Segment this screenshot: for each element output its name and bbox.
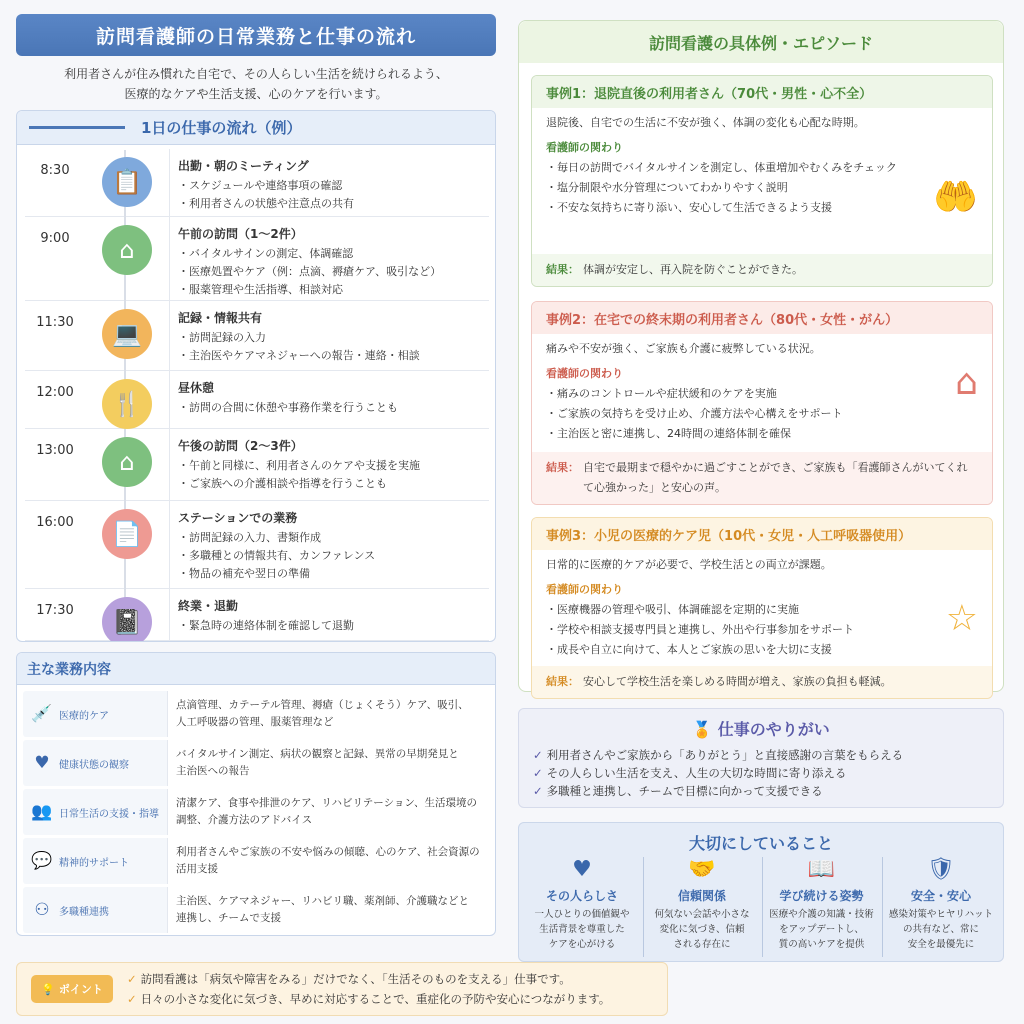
- reward-text: 利用者さんやご家族から「ありがとう」と直接感謝の言葉をもらえる: [546, 748, 904, 762]
- daily-flow-panel: [16, 110, 496, 642]
- values-panel: [518, 822, 1004, 962]
- values-title: 大切にしていること: [688, 834, 833, 853]
- badge-icon: 🏅: [692, 720, 713, 739]
- case-item: ・医療機器の管理や吸引、体調確認を定期的に実施: [546, 603, 799, 616]
- daily-flow-header: [17, 111, 495, 145]
- value-desc-line: 一人ひとりの価値観や: [534, 909, 630, 920]
- case-item: ・学校や相談支援専門員と連携し、外出や行事参加をサポート: [546, 623, 854, 636]
- check-icon: ✓: [533, 748, 543, 762]
- flow-step-title: 終業・退勤: [178, 599, 239, 613]
- duty-desc-line: 調整、介護方法のアドバイス: [176, 814, 313, 826]
- value-desc-line: 医療や介護の知識・技術: [769, 909, 874, 920]
- point-badge: [31, 975, 113, 1003]
- value-desc-line: 変化に気づき、信頼: [659, 924, 745, 935]
- flow-step-item: ・物品の補充や翌日の準備: [178, 567, 310, 580]
- value-desc-line: 安全を最優先に: [907, 939, 975, 950]
- flow-time: 17:30: [36, 603, 74, 618]
- case-item: ・主治医と密に連携し、24時間の連絡体制を確保: [546, 427, 791, 440]
- chat-icon: 💬: [31, 851, 53, 871]
- point-box: [16, 962, 668, 1016]
- duty-label: 日常生活の支援・指導: [59, 808, 159, 820]
- job-reward-title: 🏅 仕事のやりがい: [692, 720, 830, 739]
- book-icon: 📖: [807, 857, 836, 882]
- duty-description: [167, 740, 489, 786]
- flow-time: 13:00: [36, 443, 74, 458]
- flow-icon-cell: [85, 589, 169, 640]
- case-subheading: 看護師の関わり: [546, 141, 623, 154]
- main-duties-title: 主な業務内容: [17, 653, 495, 685]
- flow-row: [25, 301, 489, 371]
- flow-icon-cell: [85, 301, 169, 370]
- case-body: [532, 108, 992, 218]
- flow-step-item: ・午前と同様に、利用者さんのケアや支援を実施: [178, 459, 420, 472]
- flow-icon-cell: [85, 371, 169, 428]
- flow-step-item: ・医療処置やケア（例：点滴、褥瘡ケア、吸引など）: [178, 265, 442, 278]
- daily-flow-title: 1日の仕事の流れ（例）: [141, 119, 302, 137]
- duty-description: [167, 691, 489, 737]
- heart-house-icon: ⌂: [955, 362, 978, 403]
- case-subheading: 看護師の関わり: [546, 367, 623, 380]
- flow-step-item: ・ご家族への介護相談や指導を行うことも: [178, 477, 387, 490]
- subtitle-line: 医療的なケアや生活支援、心のケアを行います。: [124, 87, 388, 101]
- reward-text: 多職種と連携し、チームで目標に向かって支援できる: [546, 784, 823, 798]
- flow-step-item: ・訪問記録の入力: [178, 331, 266, 344]
- value-name: 学び続ける姿勢: [779, 889, 864, 903]
- duty-desc-line: 点滴管理、カテーテル管理、褥瘡（じょくそう）ケア、吸引、: [176, 699, 469, 711]
- value-column: [882, 857, 1000, 957]
- notebook-icon: 📓: [102, 597, 152, 642]
- main-duties-panel: [16, 652, 496, 936]
- duty-desc-line: 人工呼吸器の管理、服薬管理など: [176, 716, 334, 728]
- reward-text: その人らしい生活を支え、人生の大切な時間に寄り添える: [546, 766, 847, 780]
- heart-icon: ♥: [572, 857, 592, 882]
- flow-row: [25, 371, 489, 429]
- flow-icon-cell: [85, 501, 169, 588]
- case-body: [532, 334, 992, 444]
- people-icon: 👥: [31, 802, 53, 822]
- duty-row: [23, 838, 489, 884]
- flow-step-title: 出勤・朝のミーティング: [178, 159, 309, 173]
- flow-step-item: ・訪問の合間に休憩や事務作業を行うことも: [178, 401, 398, 414]
- house-icon: ⌂: [102, 225, 152, 275]
- case-result-text: 安心して学校生活を楽しめる時間が増え、家族の負担も軽減。: [583, 675, 892, 688]
- flow-time: 8:30: [40, 163, 70, 178]
- duty-desc-line: 利用者さんやご家族の不安や悩みの傾聴、心のケア、社会資源の: [176, 846, 480, 858]
- flow-text: [169, 217, 489, 300]
- duty-desc-line: バイタルサイン測定、病状の観察と記録、異常の早期発見と: [176, 748, 459, 760]
- handshake-icon: 🤝: [688, 857, 716, 882]
- flow-icon-cell: [85, 429, 169, 500]
- job-reward-panel: [518, 708, 1004, 808]
- case-subheading: 看護師の関わり: [546, 583, 623, 596]
- duty-label: 多職種連携: [59, 906, 109, 918]
- case-result-label: 結果：: [546, 675, 579, 688]
- heart-icon: ♥: [34, 753, 50, 773]
- duty-description: [167, 838, 489, 884]
- duty-desc-line: 主治医への報告: [176, 765, 250, 777]
- case-item: ・不安な気持ちに寄り添い、安心して生活できるよう支援: [546, 201, 832, 214]
- case-item: ・ご家族の気持ちを受け止め、介護方法や心構えをサポート: [546, 407, 843, 420]
- case-title: 事例1：退院直後の利用者さん（70代・男性・心不全）: [532, 76, 992, 108]
- value-desc-line: される存在に: [673, 939, 731, 950]
- point-badge-label: ポイント: [58, 983, 103, 996]
- flow-step-item: ・バイタルサインの測定、体調確認: [178, 247, 354, 260]
- duty-label: 健康状態の観察: [59, 759, 129, 771]
- case-item: ・塩分制限や水分管理についてわかりやすく説明: [546, 181, 788, 194]
- duty-desc-line: 清潔ケア、食事や排泄のケア、リハビリテーション、生活環境の: [176, 797, 478, 809]
- value-desc-line: の共有など、常に: [902, 924, 979, 935]
- point-line: ✓ 訪問看護は「病気や障害をみる」だけでなく、「生活そのものを支える」仕事です。: [127, 972, 571, 986]
- flow-step-item: ・服薬管理や生活指導、相談対応: [178, 283, 343, 296]
- flow-time: 12:00: [36, 385, 74, 400]
- star-icon: ☆: [945, 598, 978, 639]
- examples-panel: [518, 20, 1004, 692]
- flow-step-item: ・主治医やケアマネジャーへの報告・連絡・相談: [178, 349, 420, 362]
- check-icon: ✓: [533, 766, 543, 780]
- flow-icon-cell: [85, 149, 169, 216]
- case-body: [532, 550, 992, 660]
- duty-row: [23, 789, 489, 835]
- flow-time: 16:00: [36, 515, 74, 530]
- header-accent-line: [29, 126, 125, 129]
- duty-description: [167, 789, 489, 835]
- flow-text: [169, 371, 489, 428]
- laptop-icon: 💻: [102, 309, 152, 359]
- value-column: [643, 857, 761, 957]
- flow-text: [169, 501, 489, 588]
- case-result-label: 結果：: [546, 461, 579, 474]
- house-icon: ⌂: [102, 437, 152, 487]
- flow-row: [25, 149, 489, 217]
- value-desc-line: 感染対策やヒヤリハット: [888, 909, 994, 920]
- point-line: ✓ 日々の小さな変化に気づき、早めに対応することで、重症化の予防や安心につながります。: [127, 992, 611, 1006]
- page-subtitle: [16, 64, 496, 104]
- case-card-2: [531, 301, 993, 505]
- duty-desc-line: 主治医、ケアマネジャー、リハビリ職、薬剤師、介護職などと: [176, 895, 470, 907]
- flow-step-title: 昼休憩: [178, 381, 215, 395]
- case-result: [532, 666, 992, 698]
- case-title: 事例3：小児の医療的ケア児（10代・女児・人工呼吸器使用）: [532, 518, 992, 550]
- shield-icon: 🛡: [927, 857, 955, 882]
- flow-step-title: ステーションでの業務: [178, 511, 298, 525]
- flow-step-item: ・スケジュールや連絡事項の確認: [178, 179, 343, 192]
- syringe-icon: 💉: [31, 704, 53, 724]
- reward-item: [519, 764, 1003, 782]
- value-desc-line: をアップデートし、: [779, 924, 864, 935]
- flow-step-item: ・緊急時の連絡体制を確認して退勤: [178, 619, 354, 632]
- value-desc-line: 何気ない会話や小さな: [654, 909, 750, 920]
- check-icon: ✓: [127, 992, 137, 1006]
- duty-row: [23, 691, 489, 737]
- flow-step-title: 記録・情報共有: [178, 311, 263, 325]
- duty-label: 精神的サポート: [59, 857, 129, 869]
- reward-item: [519, 746, 1003, 764]
- document-icon: 📄: [102, 509, 152, 559]
- flow-row: [25, 501, 489, 589]
- flow-row: [25, 429, 489, 501]
- case-result-text: 自宅で最期まで穏やかに過ごすことができ、ご家族も「看護師さんがいてくれて心強かった」と安心の声。: [583, 461, 968, 494]
- flow-time: 9:00: [40, 231, 70, 246]
- flow-text: [169, 429, 489, 500]
- duty-label: 医療的ケア: [59, 710, 109, 722]
- case-item: ・毎日の訪問でバイタルサインを測定し、体重増加やむくみをチェック: [546, 161, 897, 174]
- value-name: 安全・安心: [910, 889, 971, 903]
- value-desc-line: ケアを心がける: [548, 939, 616, 950]
- case-item: ・痛みのコントロールや症状緩和のケアを実施: [546, 387, 777, 400]
- flow-step-item: ・利用者さんの状態や注意点の共有: [178, 197, 354, 210]
- case-result-text: 体調が安定し、再入院を防ぐことができた。: [583, 263, 803, 276]
- clipboard-icon: 📋: [102, 157, 152, 207]
- subtitle-line: 利用者さんが住み慣れた自宅で、その人らしい生活を続けられるよう、: [64, 67, 448, 81]
- flow-step-item: ・訪問記録の入力、書類作成: [178, 531, 321, 544]
- examples-title: 訪問看護の具体例・エピソード: [519, 21, 1003, 63]
- page-title: 訪問看護師の日常業務と仕事の流れ: [16, 14, 496, 56]
- case-intro: 退院後、自宅での生活に不安が強く、体調の変化も心配な時期。: [546, 116, 865, 129]
- duty-description: [167, 887, 489, 933]
- case-title: 事例2：在宅での終末期の利用者さん（80代・女性・がん）: [532, 302, 992, 334]
- flow-icon-cell: [85, 217, 169, 300]
- flow-time: 11:30: [36, 315, 74, 330]
- lightbulb-icon: 💡: [41, 982, 55, 996]
- case-item: ・成長や自立に向けて、本人とご家族の思いを大切に支援: [546, 643, 832, 656]
- case-result: [532, 452, 992, 504]
- value-column: [523, 857, 641, 957]
- flow-row: [25, 217, 489, 301]
- value-name: その人らしさ: [545, 889, 618, 903]
- case-intro: 日常的に医療的ケアが必要で、学校生活との両立が課題。: [546, 558, 832, 571]
- value-desc-line: 質の高いケアを提供: [778, 939, 865, 950]
- value-name: 信頼関係: [677, 889, 726, 903]
- duty-row: [23, 740, 489, 786]
- flow-row: [25, 589, 489, 641]
- check-icon: ✓: [127, 972, 137, 986]
- duty-desc-line: 連携し、チームで支援: [176, 912, 281, 924]
- heart-hand-icon: 🤲: [933, 177, 978, 218]
- value-desc-line: 生活背景を尊重した: [539, 924, 625, 935]
- reward-item: [519, 782, 1003, 800]
- flow-step-title: 午後の訪問（2〜3件）: [178, 439, 303, 453]
- case-card-1: [531, 75, 993, 287]
- flow-text: [169, 589, 489, 640]
- case-result: [532, 254, 992, 286]
- case-intro: 痛みや不安が強く、ご家族も介護に疲弊している状況。: [546, 342, 821, 355]
- value-column: [762, 857, 880, 957]
- fork-knife-icon: 🍴: [102, 379, 152, 429]
- flow-text: [169, 149, 489, 216]
- case-result-label: 結果：: [546, 263, 579, 276]
- duty-row: [23, 887, 489, 933]
- duty-desc-line: 活用支援: [176, 863, 218, 875]
- network-icon: ⚇: [34, 900, 50, 920]
- flow-step-title: 午前の訪問（1〜2件）: [178, 227, 303, 241]
- check-icon: ✓: [533, 784, 543, 798]
- flow-text: [169, 301, 489, 370]
- flow-step-item: ・多職種との情報共有、カンファレンス: [178, 549, 376, 562]
- case-card-3: [531, 517, 993, 699]
